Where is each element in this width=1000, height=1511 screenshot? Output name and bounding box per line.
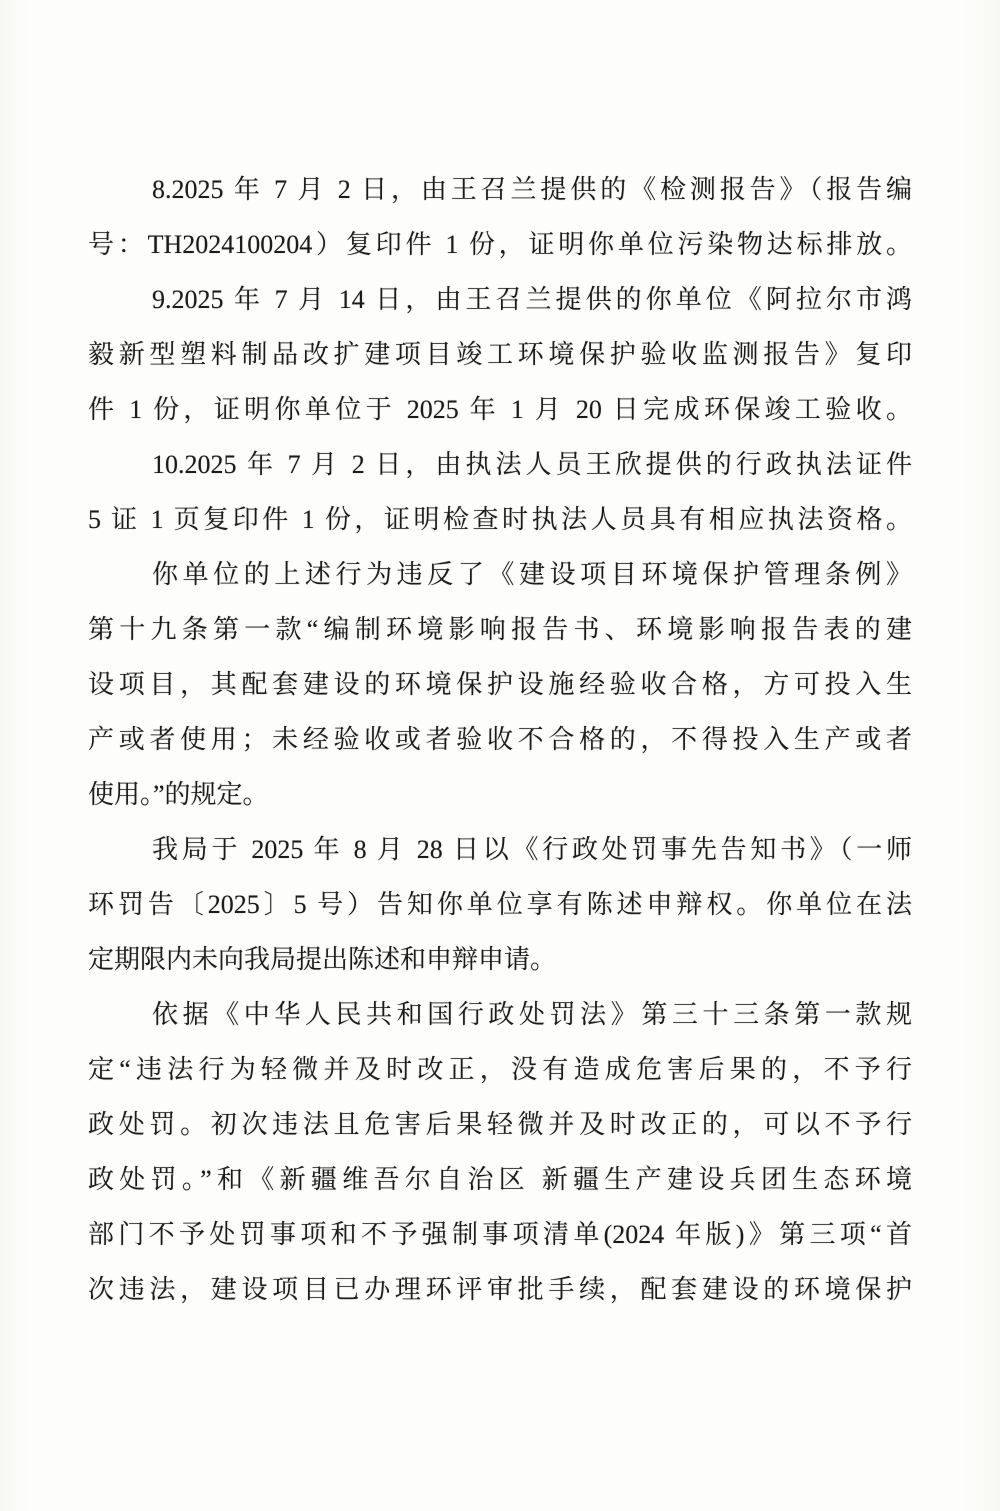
text-line: 第十九条第一款“编制环境影响报告书、环境影响报告表的建 [88,615,912,644]
text-line: 号：TH2024100204）复印件 1 份，证明你单位污染物达标排放。 [88,230,912,259]
text-line: 环罚告〔2025〕5 号）告知你单位享有陈述申辩权。你单位在法 [88,890,912,919]
text-line: 我局于 2025 年 8 月 28 日以《行政处罚事先告知书》（一师 [152,835,912,864]
text-line: 设项目，其配套建设的环境保护设施经验收合格，方可投入生 [88,670,912,699]
text-line: 毅新型塑料制品改扩建项目竣工环境保护验收监测报告》复印 [88,340,912,369]
text-line: 产或者使用；未经验收或者验收不合格的，不得投入生产或者 [88,725,912,754]
text-line: 政处罚。”和《新疆维吾尔自治区 新疆生产建设兵团生态环境 [88,1165,912,1194]
document-body-text [88,162,912,1317]
text-line: 部门不予处罚事项和不予强制事项清单(2024 年版)》第三项“首 [88,1220,912,1249]
text-line: 8.2025 年 7 月 2 日，由王召兰提供的《检测报告》（报告编 [152,175,912,204]
text-line: 5 证 1 页复印件 1 份，证明检查时执法人员具有相应执法资格。 [88,505,912,534]
text-line: 使用。”的规定。 [88,780,269,809]
text-line: 10.2025 年 7 月 2 日，由执法人员王欣提供的行政执法证件 [152,450,912,479]
text-line: 定期限内未向我局提出陈述和申辩申请。 [88,945,557,974]
text-line: 次违法，建设项目已办理环评审批手续，配套建设的环境保护 [88,1275,912,1304]
text-line: 9.2025 年 7 月 14 日，由王召兰提供的你单位《阿拉尔市鸿 [152,285,912,314]
text-line: 政处罚。初次违法且危害后果轻微并及时改正的，可以不予行 [88,1110,912,1139]
text-line: 你单位的上述行为违反了《建设项目环境保护管理条例》 [152,560,912,589]
text-line: 依据《中华人民共和国行政处罚法》第三十三条第一款规 [152,1000,912,1029]
text-line: 定“违法行为轻微并及时改正，没有造成危害后果的，不予行 [88,1055,912,1084]
text-line: 件 1 份，证明你单位于 2025 年 1 月 20 日完成环保竣工验收。 [88,395,912,424]
